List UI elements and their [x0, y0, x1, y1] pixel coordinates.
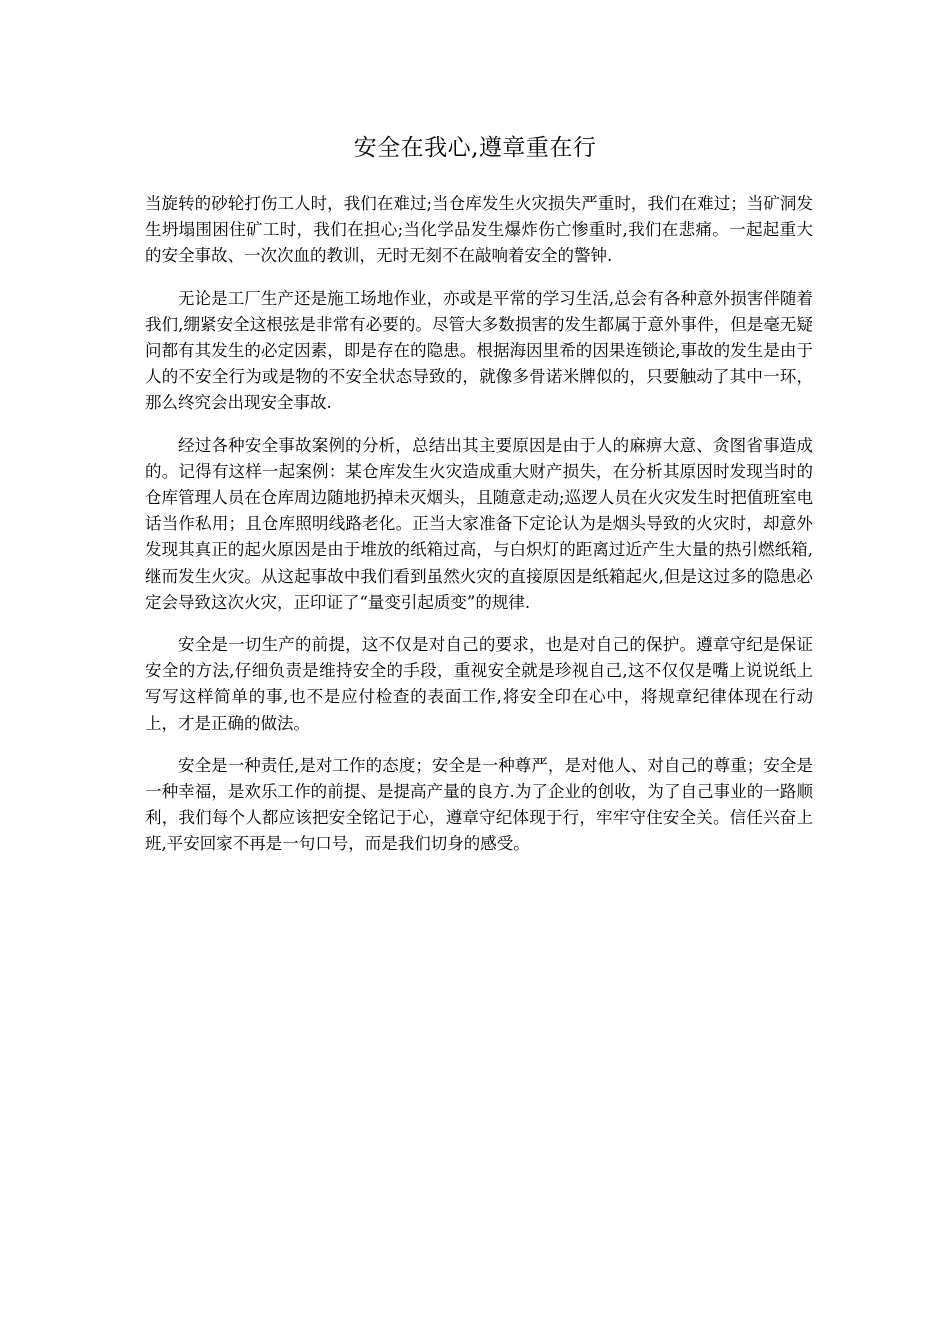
paragraph-5: 安全是一种责任,是对工作的态度；安全是一种尊严，是对他人、对自己的尊重；安全是一种幸福，是欢乐工作的前提、是提高产量的良方.为了企业的创收，为了自己事业的一路顺利，我们每个人都应该把安全铭记于心，遵章守纪体现于行，牢牢守住安全关。信任兴奋上班,平安回家不再是一句口号，而是我们切身的感受。	[145, 755, 813, 854]
paragraph-3: 经过各种安全事故案例的分析，总结出其主要原因是由于人的麻痹大意、贪图省事造成的。记得有这样一起案例：某仓库发生火灾造成重大财产损失，在分析其原因时发现当时的仓库管理人员在仓库周边随地扔掉未灭烟头，且随意走动;巡逻人员在火灾发生时把值班室电话当作私用；且仓库照明线路老化。正当大家准备下定论认为是烟头导致的火灾时，却意外发现其真正的起火原因是由于堆放的纸箱过高，与白炽灯的距离过近产生大量的热引燃纸箱,继而发生火灾。从这起事故中我们看到虽然火灾的直接原因是纸箱起火,但是这过多的隐患必定会导致这次火灾，正印证了“量变引起质变”的规律.	[145, 435, 813, 612]
paragraph-1: 当旋转的砂轮打伤工人时，我们在难过;当仓库发生火灾损失严重时，我们在难过；当矿洞发生坍塌围困住矿工时，我们在担心;当化学品发生爆炸伤亡惨重时,我们在悲痛。一起起重大的安全事故、一次次血的教训，无时无刻不在敲响着安全的警钟.	[145, 194, 813, 266]
paragraph-4: 安全是一切生产的前提，这不仅是对自己的要求，也是对自己的保护。遵章守纪是保证安全的方法,仔细负责是维持安全的手段，重视安全就是珍视自己,这不仅仅是嘴上说说纸上写写这样简单的事,也不是应付检查的表面工作,将安全印在心中，将规章纪律体现在行动上，才是正确的做法。	[145, 635, 813, 733]
paragraph-2: 无论是工厂生产还是施工场地作业，亦或是平常的学习生活,总会有各种意外损害伴随着我们,绷紧安全这根弦是非常有必要的。尽管大多数损害的发生都属于意外事件，但是毫无疑问都有其发生的必定因素，即是存在的隐患。根据海因里希的因果连锁论,事故的发生是由于人的不安全行为或是物的不安全状态导致的，就像多骨诺米牌似的，只要触动了其中一环，那么终究会出现安全事故.	[145, 288, 813, 413]
document-body	[145, 191, 813, 874]
document-title: 安全在我心,遵章重在行	[353, 135, 597, 161]
